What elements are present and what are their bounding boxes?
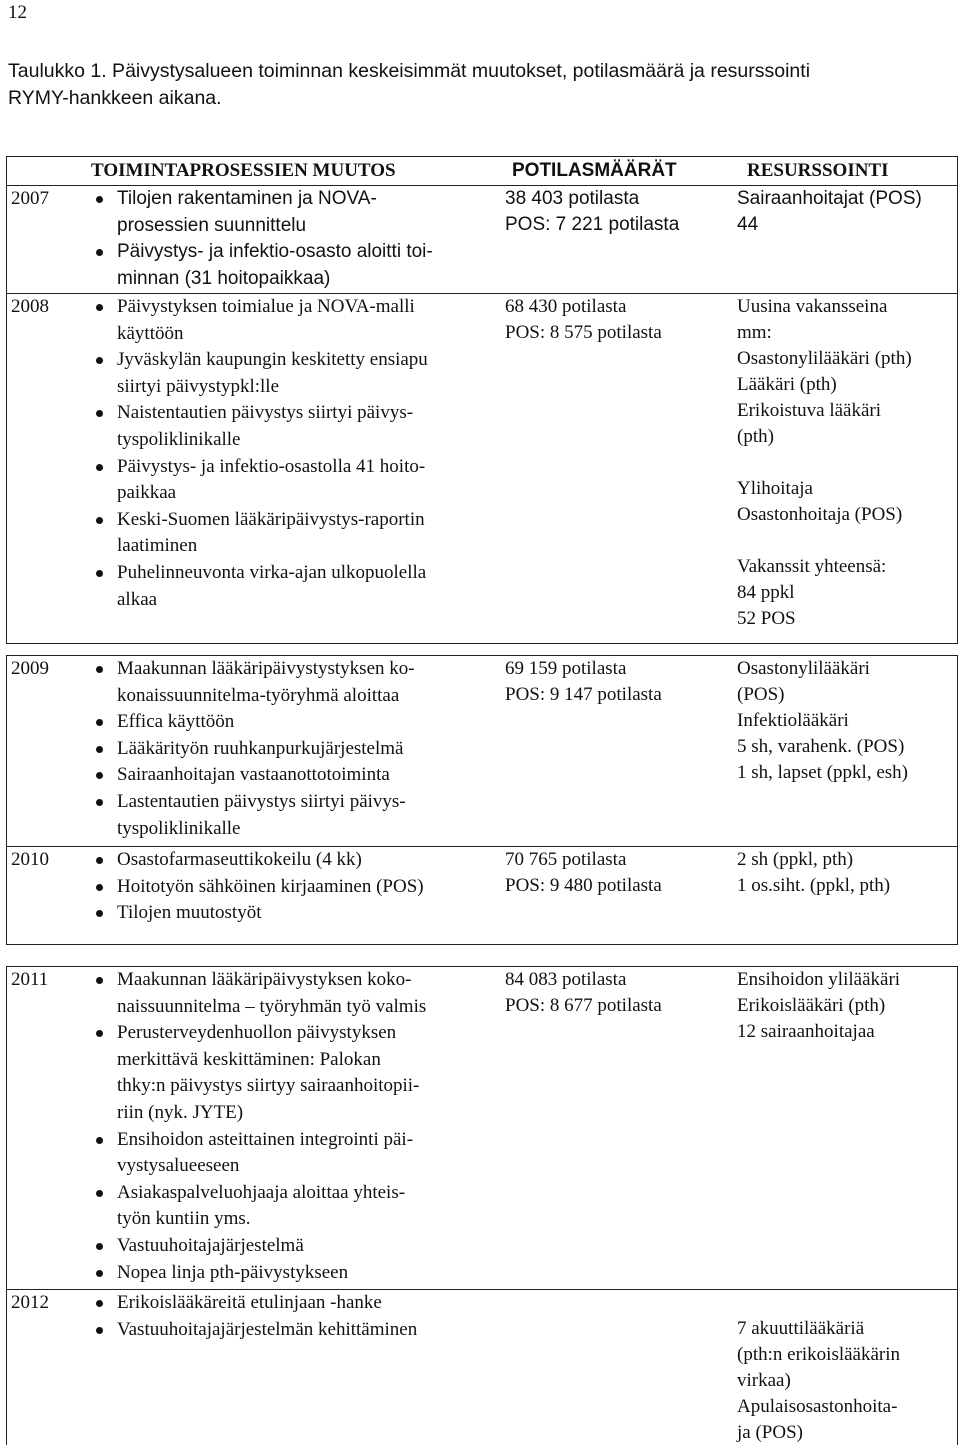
list-item: Ensihoidon asteittainen integrointi päi- vystysalueeseen [93,1127,493,1180]
list-item: Asiakaspalveluohjaaja aloittaa yhteis- työn kuntiin yms. [93,1180,493,1233]
changes-list [93,847,493,927]
bullet-icon [96,1243,103,1250]
list-item: Maakunnan lääkäripäivystyksen koko- naissuunnitelma – työryhmän työ valmis [93,967,493,1020]
list-item: Keski-Suomen lääkäripäivystys-raportin laatiminen [93,507,493,560]
header-counts: POTILASMÄÄRÄT [512,160,677,181]
bullet-icon [96,249,103,256]
table-row-2010 [7,846,957,924]
list-item: Perusterveydenhuollon päivystyksen merkittävä keskittäminen: Palokan thky:n päivystys siirtyy sairaanhoitopii- riin (nyk. JYTE) [93,1020,493,1126]
bullet-icon [96,410,103,417]
bullet-icon [96,799,103,806]
bullet-icon [96,884,103,891]
list-item: Vastuuhoitajajärjestelmä [93,1233,493,1260]
bullet-icon [96,464,103,471]
page-number: 12 [8,2,27,23]
year-label: 2010 [11,849,49,870]
list-item: Vastuuhoitajajärjestelmän kehittäminen [93,1317,493,1344]
bullet-icon [96,1327,103,1334]
resources: Sairaanhoitajat (POS) 44 [737,188,922,235]
header-changes: TOIMINTAPROSESSIEN MUUTOS [91,160,396,181]
bullet-icon [96,304,103,311]
bullet-icon [96,666,103,673]
list-item: Naistentautien päivystys siirtyi päivys- tyspoliklinikalle [93,400,493,453]
resources: Ensihoidon ylilääkäri Erikoislääkäri (pth) 12 sairaanhoitajaa [737,969,901,1042]
bullet-icon [96,517,103,524]
list-item: Jyväskylän kaupungin keskitetty ensiapu siirtyi päivystypkl:lle [93,347,493,400]
year-label: 2009 [11,658,49,679]
table-row-2008 [7,293,957,629]
bullet-icon [96,357,103,364]
year-label: 2007 [11,188,49,209]
bullet-icon [96,570,103,577]
resources: 7 akuuttilääkäriä (pth:n erikoislääkärin virkaa) Apulaisosastonhoita- ja (POS) [737,1318,901,1443]
list-item: Puhelinneuvonta virka-ajan ulkopuolella alkaa [93,560,493,613]
table-row-2007 [7,185,957,289]
bullet-icon [96,719,103,726]
resources: Osastonylilääkäri (POS) Infektiolääkäri 5 sh, varahenk. (POS) 1 sh, lapset (ppkl, esh) [737,658,908,783]
patient-counts: 68 430 potilasta POS: 8 575 potilasta [505,296,662,343]
table-block-2 [6,655,958,945]
year-label: 2008 [11,296,49,317]
caption-line: Taulukko 1. Päivystysalueen toiminnan keskeisimmät muutokset, potilasmäärä ja resurssointi [8,60,811,82]
list-item: Lastentautien päivystys siirtyi päivys- tyspoliklinikalle [93,789,493,842]
list-item: Nopea linja pth-päivystykseen [93,1260,493,1287]
changes-list [93,967,493,1286]
bullet-icon [96,1190,103,1197]
bullet-icon [96,910,103,917]
patient-counts: 69 159 potilasta POS: 9 147 potilasta [505,658,662,705]
header-resources: RESURSSOINTI [747,160,889,181]
list-item: Päivystys- ja infektio-osasto aloitti toi- minnan (31 hoitopaikkaa) [93,239,493,292]
list-item: Päivystyksen toimialue ja NOVA-malli käyttöön [93,294,493,347]
bullet-icon [96,1300,103,1307]
bullet-icon [96,977,103,984]
list-item: Tilojen muutostyöt [93,900,493,927]
changes-list [93,186,493,292]
bullet-icon [96,772,103,779]
patient-counts: 84 083 potilasta POS: 8 677 potilasta [505,969,662,1016]
list-item: Erikoislääkäreitä etulinjaan -hanke [93,1290,493,1317]
bullet-icon [96,196,103,203]
bullet-icon [96,1030,103,1037]
list-item: Hoitotyön sähköinen kirjaaminen (POS) [93,874,493,901]
bullet-icon [96,746,103,753]
list-item: Tilojen rakentaminen ja NOVA- prosessien suunnittelu [93,186,493,239]
resources: Uusina vakansseina mm: Osastonylilääkäri (pth) Lääkäri (pth) Erikoistuva lääkäri (pth) Ylihoitaja Osastonhoitaja (POS) Vakanssit yhteensä: 84 ppkl 52 POS [737,296,912,629]
caption-line: RYMY-hankkeen aikana. [8,87,222,109]
bullet-icon [96,857,103,864]
bullet-icon [96,1270,103,1277]
bullet-icon [96,1137,103,1144]
table-block-1 [6,156,958,644]
year-label: 2011 [11,969,49,990]
changes-list [93,1290,493,1343]
table-row-2012 [7,1289,957,1443]
list-item: Lääkärityön ruuhkanpurkujärjestelmä [93,736,493,763]
table-caption [8,58,948,112]
patient-counts: 38 403 potilasta POS: 7 221 potilasta [505,188,680,235]
changes-list [93,294,493,613]
resources: 2 sh (ppkl, pth) 1 os.siht. (ppkl, pth) [737,849,891,896]
list-item: Sairaanhoitajan vastaanottotoiminta [93,762,493,789]
list-item: Effica käyttöön [93,709,493,736]
list-item: Maakunnan lääkäripäivystystyksen ko- konaissuunnitelma-työryhmä aloittaa [93,656,493,709]
list-item: Päivystys- ja infektio-osastolla 41 hoito- paikkaa [93,454,493,507]
patient-counts: 70 765 potilasta POS: 9 480 potilasta [505,849,662,896]
year-label: 2012 [11,1292,49,1313]
table-block-3 [6,966,958,1445]
list-item: Osastofarmaseuttikokeilu (4 kk) [93,847,493,874]
changes-list [93,656,493,842]
